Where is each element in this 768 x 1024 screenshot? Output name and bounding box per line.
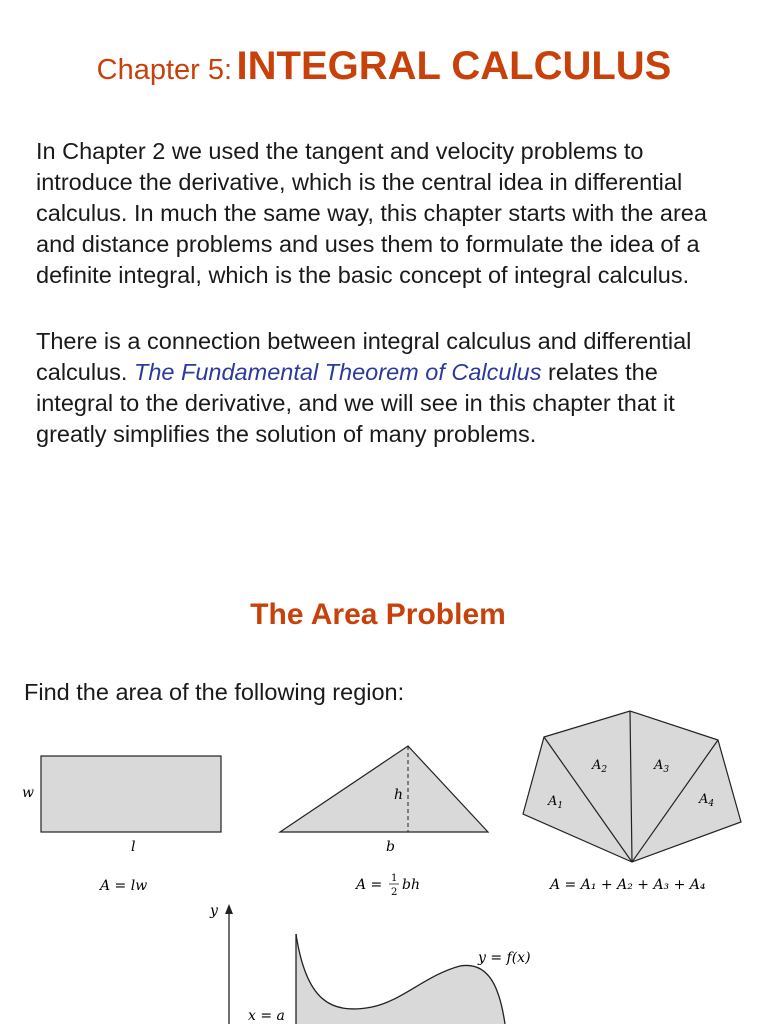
triangle-base-label: b bbox=[386, 839, 395, 855]
paragraph2-end: relates the integral to the derivative, and we will see in this chapter that it greatly simplifies the solution of many problems. bbox=[36, 359, 675, 447]
rectangle-width-label: w bbox=[22, 785, 34, 801]
chapter-main-title: INTEGRAL CALCULUS bbox=[236, 44, 672, 88]
triangle-height-label: h bbox=[394, 787, 404, 803]
triangle-shape bbox=[280, 746, 488, 832]
rectangle-shape bbox=[41, 756, 221, 832]
triangle-frac-num: 1 bbox=[391, 873, 398, 884]
triangle-formula-rhs: bh bbox=[402, 877, 420, 893]
polygon-label-a4: $A_4$ bbox=[699, 792, 715, 809]
polygon-formula: A = A₁ + A₂ + A₃ + A₄ bbox=[550, 877, 706, 893]
curve-region-fill bbox=[296, 934, 505, 1024]
polygon-label-a2: $A_2$ bbox=[592, 758, 608, 775]
polygon-label-a3: $A_3$ bbox=[654, 758, 670, 775]
y-axis-label: y bbox=[210, 903, 218, 919]
rectangle-formula: A = lw bbox=[100, 878, 148, 894]
area-prompt: Find the area of the following region: bbox=[24, 679, 405, 705]
y-axis-arrow bbox=[225, 904, 233, 914]
intro-paragraph-1: In Chapter 2 we used the tangent and velocity problems to introduce the derivative, which is the central idea in differential calculus. In much the same way, this chapter starts with the area and distance problems and uses them to formulate the idea of a definite integral, which is the basic concept of integral calculus. bbox=[36, 138, 707, 288]
rectangle-length-label: l bbox=[131, 839, 136, 855]
triangle-frac-den: 2 bbox=[391, 887, 398, 898]
function-label: y = f(x) bbox=[478, 950, 531, 966]
fundamental-theorem-link[interactable]: The Fundamental Theorem of Calculus bbox=[133, 359, 542, 385]
left-bound-label: x = a bbox=[248, 1008, 285, 1024]
polygon-label-a1: $A_1$ bbox=[548, 794, 564, 811]
triangle-formula-lhs: A = bbox=[356, 877, 383, 893]
chapter-prefix: Chapter 5: bbox=[96, 54, 233, 86]
paragraph2-start: There is a connection between integral calculus and differential calculus. bbox=[36, 328, 692, 385]
section-title: The Area Problem bbox=[250, 598, 506, 631]
